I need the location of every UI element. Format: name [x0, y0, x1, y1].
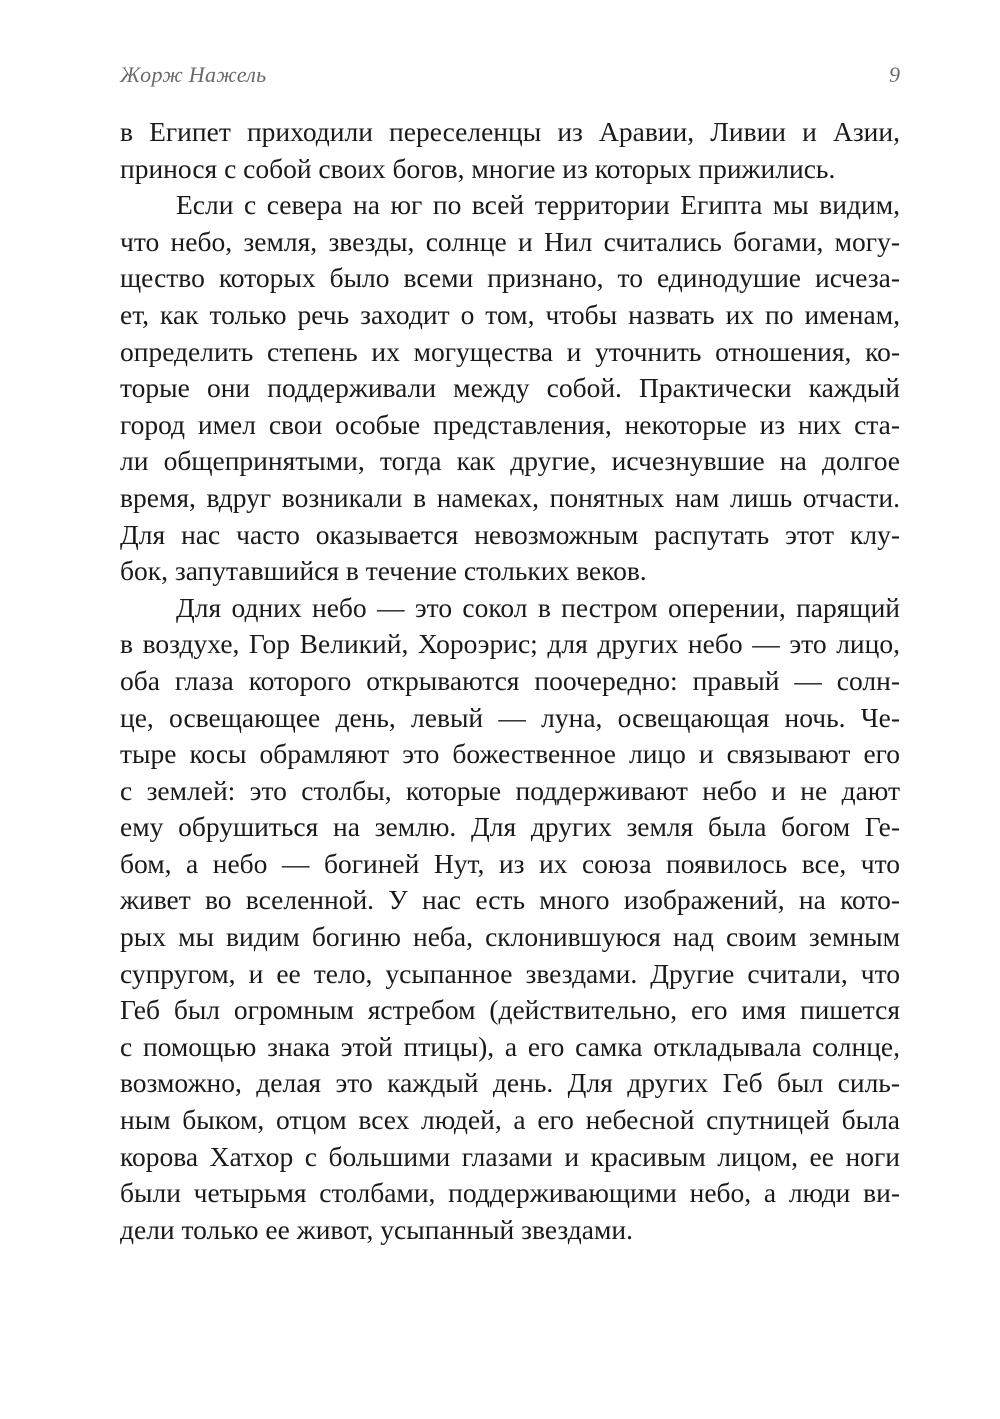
text-line: щество которых было всеми признано, то единодушие исчеза-: [120, 262, 900, 294]
text-line: оба глаза которого открываются поочередно: правый — солн-: [120, 664, 900, 696]
text-line: Для одних небо — это сокол в пестром оперении, парящий: [176, 591, 900, 623]
paragraph: [120, 114, 900, 187]
text-line: живет во вселенной. У нас есть много изображений, на кото-: [120, 884, 900, 916]
text-line: Если с севера на юг по всей территории Египта мы видим,: [176, 189, 900, 221]
running-head: [120, 62, 900, 92]
text-line: время, вдруг возникали в намеках, понятных нам лишь отчасти.: [120, 481, 900, 513]
text-line: супругом, и ее тело, усыпанное звездами. Другие считали, что: [120, 957, 900, 989]
paragraph: [120, 590, 900, 1249]
text-line: рых мы видим богиню неба, склонившуюся над своим земным: [120, 921, 900, 953]
text-line: ет, как только речь заходит о том, чтобы назвать их по именам,: [120, 298, 900, 330]
page-number: 9: [889, 62, 900, 87]
text-line: с помощью знака этой птицы), а его самка откладывала солнце,: [120, 1030, 900, 1062]
text-line: были четырьмя столбами, поддерживающими небо, а люди ви-: [120, 1177, 900, 1209]
text-line: ли общепринятыми, тогда как другие, исчезнувшие на долгое: [120, 445, 900, 477]
text-line: возможно, делая это каждый день. Для других Геб был силь-: [120, 1067, 900, 1099]
text-line: город имел свои особые представления, некоторые из них ста-: [120, 408, 900, 440]
text-line: в Египет приходили переселенцы из Аравии, Ливии и Азии,: [120, 116, 900, 147]
text-line: тыре косы обрамляют это божественное лицо и связывают его: [120, 738, 900, 770]
text-line: принося с собой своих богов, многие из которых прижились.: [120, 152, 836, 184]
text-line: це, освещающее день, левый — луна, освещающая ночь. Че-: [120, 701, 900, 733]
body-text: [120, 114, 900, 1248]
text-line: ным быком, отцом всех людей, а его небесной спутницей была: [120, 1104, 900, 1136]
text-line: что небо, земля, звезды, солнце и Нил считались богами, могу-: [120, 225, 900, 257]
text-line: Для нас часто оказывается невозможным распутать этот клу-: [120, 518, 900, 550]
paragraph: [120, 187, 900, 590]
running-head-author: Жорж Нажель: [120, 62, 267, 87]
text-line: Геб был огромным ястребом (действительно, его имя пишется: [120, 994, 900, 1026]
text-line: бом, а небо — богиней Нут, из их союза появилось все, что: [120, 847, 900, 879]
text-line: в воздухе, Гор Великий, Хороэрис; для других небо — это лицо,: [120, 628, 900, 660]
text-line: торые они поддерживали между собой. Практически каждый: [120, 372, 900, 404]
text-line: дели только ее живот, усыпанный звездами.: [120, 1213, 633, 1245]
text-line: корова Хатхор с большими глазами и красивым лицом, ее ноги: [120, 1140, 900, 1172]
text-line: с землей: это столбы, которые поддерживают небо и не дают: [120, 774, 900, 806]
text-line: определить степень их могущества и уточнить отношения, ко-: [120, 335, 900, 367]
text-line: бок, запутавшийся в течение стольких веков.: [120, 555, 647, 587]
text-line: ему обрушиться на землю. Для других земля была богом Ге-: [120, 811, 900, 843]
